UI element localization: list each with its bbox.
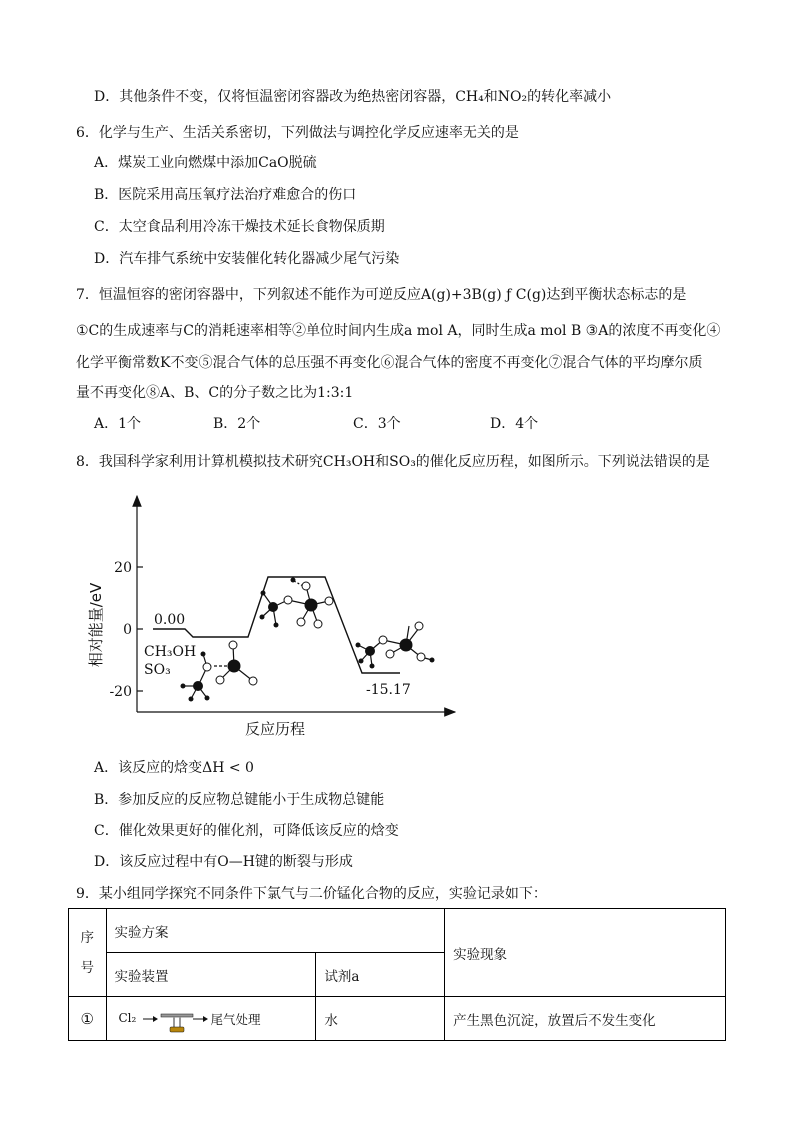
q9-stem: 9．某小组同学探究不同条件下氯气与二价锰化合物的反应，实验记录如下：: [76, 886, 547, 902]
table-header-index-text: 序号: [80, 929, 94, 976]
q7-line3: 量不再变化⑧A、B、C的分子数之比为1:3:1: [76, 385, 354, 401]
q6-stem: 6．化学与生产、生活关系密切，下列做法与调控化学反应速率无关的是: [76, 125, 519, 141]
q6-option-c: C．太空食品利用冷冻干燥技术延长食物保质期: [94, 219, 385, 235]
table-header-reagent: 试剂a: [316, 953, 445, 997]
energy-path: [153, 577, 400, 673]
y-axis-label: 相对能量/eV: [87, 582, 105, 668]
q8-option-a: A．该反应的焓变ΔH < 0: [94, 760, 254, 776]
q8-option-d: D．该反应过程中有O—H键的断裂与形成: [94, 854, 353, 870]
gas-wash-bottle-device: [113, 999, 303, 1039]
q7-option-b: B．2个: [213, 416, 261, 432]
q5-option-d: D．其他条件不变，仅将恒温密闭容器改为绝热密闭容器，CH₄和NO₂的转化率减小: [94, 89, 612, 105]
q6-option-b: B．医院采用高压氧疗法治疗难愈合的伤口: [94, 187, 357, 203]
reactant-so3-label: SO₃: [144, 662, 171, 678]
q7-line2: 化学平衡常数K不变⑤混合气体的总压强不再变化⑥混合气体的密度不再变化⑦混合气体的平均摩尔质: [76, 355, 703, 371]
q7-stem: 7．恒温恒容的密闭容器中，下列叙述不能作为可逆反应A(g)+3B(g) ƒ C(g)达到平衡状态标志的是: [76, 287, 687, 303]
product-molecule: [356, 622, 435, 669]
q7-option-c: C．3个: [353, 416, 401, 432]
table-row-1-index: ①: [69, 997, 107, 1041]
x-axis-label: 反应历程: [245, 720, 306, 738]
q7-line1: ①C的生成速率与C的消耗速率相等②单位时间内生成a mol A，同时生成a mol B ③A的浓度不再变化④: [76, 323, 721, 339]
table-header-phenomenon: 实验现象: [445, 909, 726, 997]
reactant-ch3oh-label: CH₃OH: [144, 644, 197, 660]
q6-option-a: A．煤炭工业向燃煤中添加CaO脱硫: [94, 155, 317, 171]
q6-option-d: D．汽车排气系统中安装催化转化器减少尾气污染: [94, 251, 400, 267]
transition-state-molecule: [260, 578, 334, 629]
table-header-index: [69, 909, 107, 997]
q8-stem: 8．我国科学家利用计算机模拟技术研究CH₃OH和SO₃的催化反应历程，如图所示。下列说法错误的是: [76, 454, 710, 470]
y-tick-label-20: 20: [114, 560, 132, 576]
initial-complex-molecule: [181, 641, 258, 702]
device-tail-label: 尾气处理: [210, 1011, 261, 1027]
experiment-table: [68, 908, 726, 1041]
table-row-1-phenomenon: 产生黑色沉淀，放置后不发生变化: [445, 997, 726, 1041]
q8-option-b: B．参加反应的反应物总键能小于生成物总键能: [94, 792, 385, 808]
table-row-1-device: [106, 997, 316, 1041]
y-tick-label-0: 0: [123, 622, 132, 638]
end-energy-label: -15.17: [366, 682, 411, 698]
q8-option-c: C．催化效果更好的催化剂，可降低该反应的焓变: [94, 823, 399, 839]
table-header-device: 实验装置: [106, 953, 316, 997]
q7-option-d: D．4个: [490, 416, 539, 432]
device-gas-label: Cl₂: [118, 1010, 137, 1025]
table-row-1-reagent: 水: [316, 997, 445, 1041]
table-header-plan: 实验方案: [106, 909, 445, 953]
y-tick-label-neg20: -20: [109, 684, 132, 700]
start-energy-label: 0.00: [154, 612, 186, 628]
q7-option-a: A．1个: [94, 416, 142, 432]
